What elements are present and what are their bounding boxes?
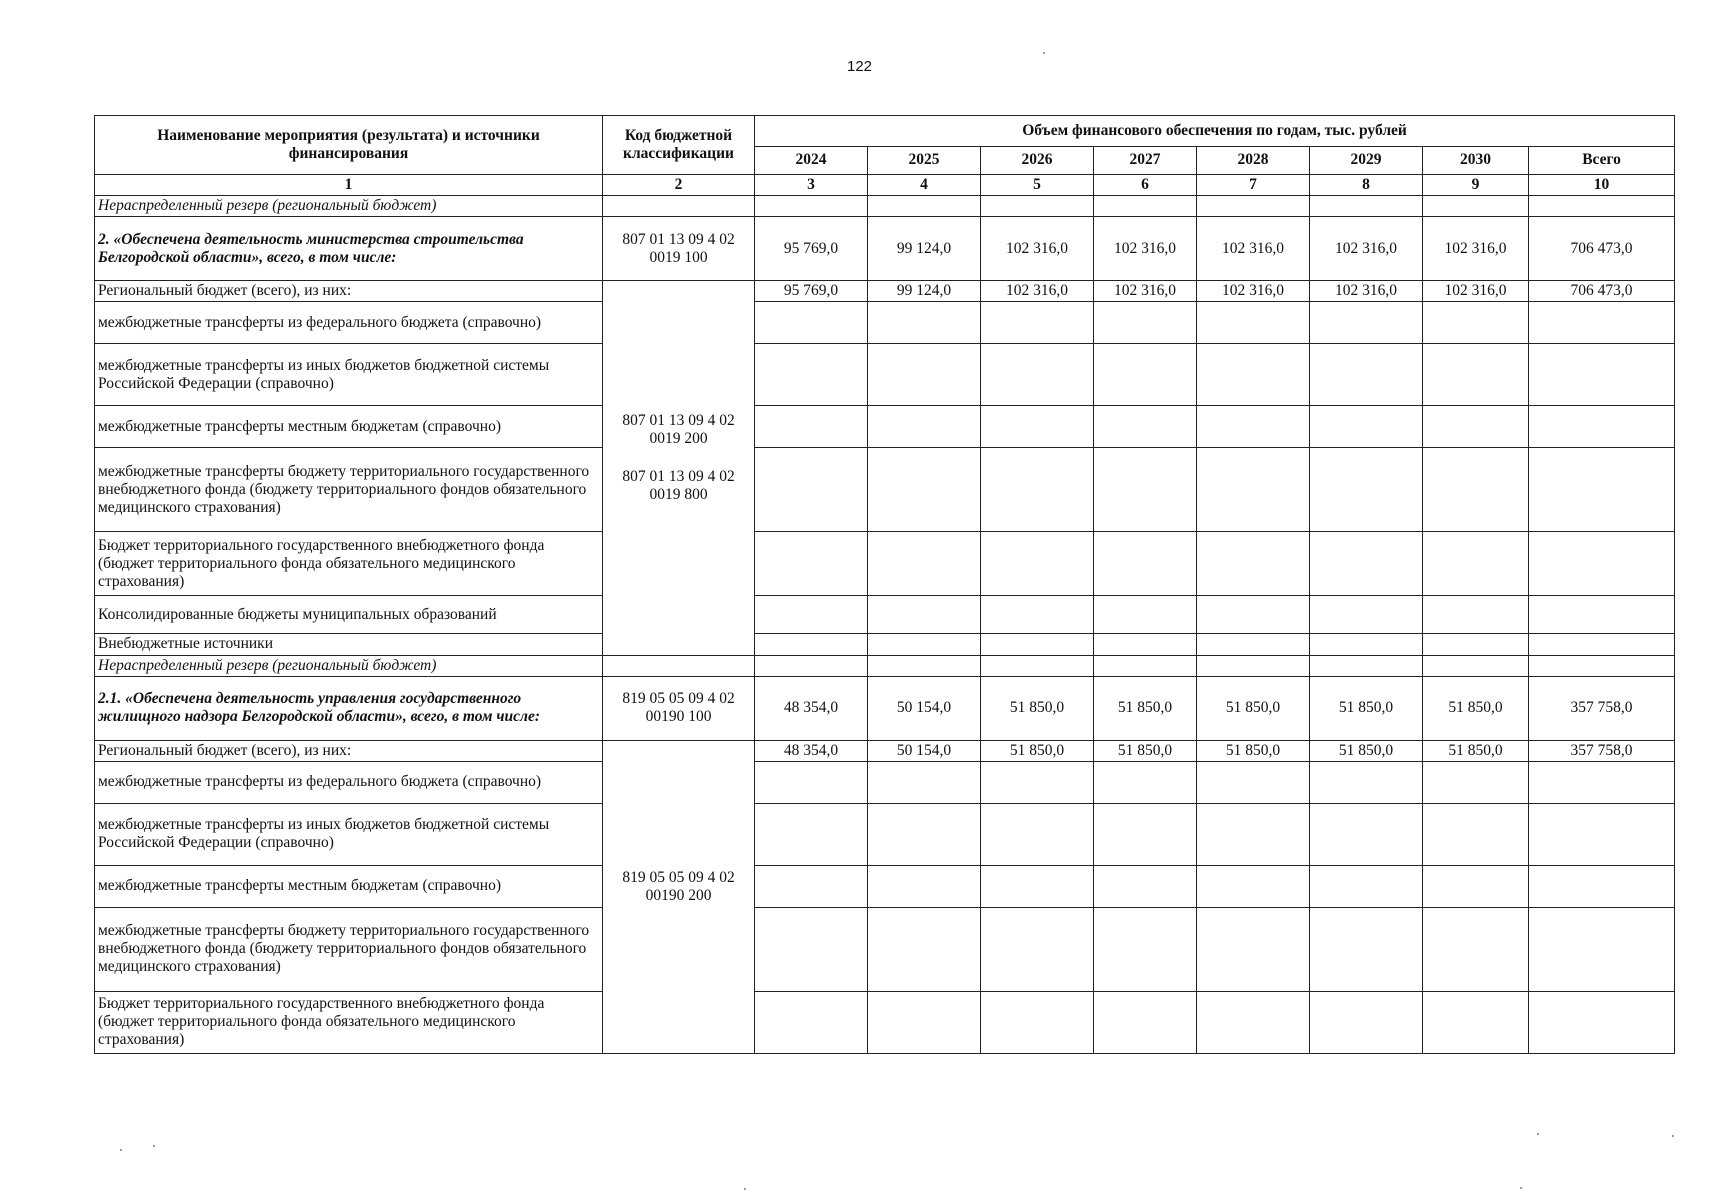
empty-cell	[755, 532, 868, 596]
column-number: 7	[1197, 175, 1310, 196]
total-cell: 706 473,0	[1529, 217, 1675, 281]
year-header: 2027	[1094, 147, 1197, 175]
total-header: Всего	[1529, 147, 1675, 175]
empty-cell	[981, 634, 1094, 655]
empty-cell	[868, 655, 981, 676]
regional-budget-row	[95, 281, 1675, 302]
column-number: 5	[981, 175, 1094, 196]
empty-cell	[755, 991, 868, 1053]
empty-cell	[1423, 596, 1529, 634]
empty-cell	[1529, 655, 1675, 676]
source-label: межбюджетные трансферты из иных бюджетов бюджетной системы Российской Федерации (справочно)	[95, 344, 603, 406]
regional-budget-label: Региональный бюджет (всего), из них:	[95, 740, 603, 761]
value-cell: 95 769,0	[755, 217, 868, 281]
empty-cell	[755, 907, 868, 991]
source-label: межбюджетные трансферты местным бюджетам (справочно)	[95, 865, 603, 907]
empty-cell	[1423, 532, 1529, 596]
empty-cell	[1197, 907, 1310, 991]
empty-cell	[1529, 761, 1675, 803]
total-cell: 357 758,0	[1529, 676, 1675, 740]
empty-cell	[868, 196, 981, 217]
source-label: межбюджетные трансферты местным бюджетам (справочно)	[95, 406, 603, 448]
empty-cell	[1423, 634, 1529, 655]
empty-cell	[1529, 907, 1675, 991]
year-header: 2026	[981, 147, 1094, 175]
value-cell: 102 316,0	[1094, 281, 1197, 302]
empty-cell	[868, 344, 981, 406]
budget-code-group	[603, 740, 755, 1053]
source-row	[95, 596, 1675, 634]
empty-cell	[981, 865, 1094, 907]
empty-cell	[868, 532, 981, 596]
empty-cell	[1094, 196, 1197, 217]
empty-cell	[1094, 634, 1197, 655]
value-cell: 102 316,0	[981, 281, 1094, 302]
empty-cell	[1529, 532, 1675, 596]
empty-cell	[981, 907, 1094, 991]
total-cell: 706 473,0	[1529, 281, 1675, 302]
value-cell: 102 316,0	[1423, 281, 1529, 302]
empty-cell	[1094, 448, 1197, 532]
empty-cell	[1094, 991, 1197, 1053]
empty-cell	[981, 406, 1094, 448]
year-header: 2030	[1423, 147, 1529, 175]
column-number: 1	[95, 175, 603, 196]
source-row	[95, 448, 1675, 532]
empty-cell	[1423, 448, 1529, 532]
source-label: Бюджет территориального государственного внебюджетного фонда (бюджет территориального фонда обязательного медицинского страхования)	[95, 532, 603, 596]
empty-cell	[603, 196, 755, 217]
value-cell: 51 850,0	[981, 676, 1094, 740]
empty-cell	[1310, 907, 1423, 991]
event-title: 2. «Обеспечена деятельность министерства строительства Белгородской области», всего, в том числе:	[95, 217, 603, 281]
year-header: 2024	[755, 147, 868, 175]
empty-cell	[1310, 803, 1423, 865]
empty-cell	[1529, 991, 1675, 1053]
empty-cell	[1197, 302, 1310, 344]
source-row	[95, 803, 1675, 865]
column-number: 4	[868, 175, 981, 196]
source-row	[95, 761, 1675, 803]
scan-speck	[120, 1149, 122, 1151]
header-volume-column: Объем финансового обеспечения по годам, тыс. рублей	[755, 116, 1675, 147]
empty-cell	[981, 302, 1094, 344]
empty-cell	[1529, 196, 1675, 217]
empty-cell	[1197, 196, 1310, 217]
empty-cell	[755, 448, 868, 532]
budget-code-group	[603, 281, 755, 655]
value-cell: 102 316,0	[1197, 281, 1310, 302]
column-number: 6	[1094, 175, 1197, 196]
empty-cell	[1423, 344, 1529, 406]
regional-budget-label: Региональный бюджет (всего), из них:	[95, 281, 603, 302]
budget-code: 819 05 05 09 4 02 00190 200	[622, 868, 735, 904]
empty-cell	[981, 596, 1094, 634]
budget-code: 807 01 13 09 4 02 0019 800	[622, 467, 735, 503]
empty-cell	[1310, 302, 1423, 344]
value-cell: 102 316,0	[1310, 281, 1423, 302]
empty-cell	[755, 196, 868, 217]
empty-cell	[1197, 344, 1310, 406]
value-cell: 51 850,0	[1310, 676, 1423, 740]
value-cell: 51 850,0	[1094, 676, 1197, 740]
empty-cell	[755, 596, 868, 634]
column-number: 3	[755, 175, 868, 196]
empty-cell	[1197, 803, 1310, 865]
source-row	[95, 532, 1675, 596]
header-name-column: Наименование мероприятия (результата) и источники финансирования	[95, 116, 603, 175]
empty-cell	[1423, 761, 1529, 803]
empty-cell	[1529, 803, 1675, 865]
source-row	[95, 634, 1675, 655]
empty-cell	[981, 761, 1094, 803]
empty-cell	[1310, 196, 1423, 217]
empty-cell	[1094, 803, 1197, 865]
empty-cell	[1197, 991, 1310, 1053]
empty-cell	[1529, 596, 1675, 634]
empty-cell	[868, 634, 981, 655]
empty-cell	[868, 865, 981, 907]
column-numbers-row	[95, 175, 1675, 196]
value-cell: 51 850,0	[981, 740, 1094, 761]
empty-cell	[1197, 761, 1310, 803]
empty-cell	[1094, 596, 1197, 634]
empty-cell	[1310, 596, 1423, 634]
source-row	[95, 865, 1675, 907]
scan-speck	[1043, 52, 1045, 54]
empty-cell	[1197, 634, 1310, 655]
empty-cell	[868, 302, 981, 344]
empty-cell	[868, 448, 981, 532]
empty-cell	[1197, 596, 1310, 634]
empty-cell	[603, 655, 755, 676]
year-header: 2025	[868, 147, 981, 175]
empty-cell	[868, 991, 981, 1053]
empty-cell	[1423, 196, 1529, 217]
page-number: 122	[846, 58, 873, 75]
empty-cell	[755, 344, 868, 406]
reserve-label: Нераспределенный резерв (региональный бюджет)	[95, 655, 603, 676]
empty-cell	[1197, 406, 1310, 448]
value-cell: 48 354,0	[755, 740, 868, 761]
empty-cell	[1529, 302, 1675, 344]
empty-cell	[1423, 803, 1529, 865]
reserve-row	[95, 655, 1675, 676]
empty-cell	[1529, 406, 1675, 448]
value-cell: 50 154,0	[868, 676, 981, 740]
empty-cell	[1094, 655, 1197, 676]
empty-cell	[1094, 344, 1197, 406]
source-row	[95, 344, 1675, 406]
empty-cell	[1310, 406, 1423, 448]
budget-code: 807 01 13 09 4 02 0019 100	[603, 217, 755, 281]
source-row	[95, 907, 1675, 991]
empty-cell	[981, 803, 1094, 865]
value-cell: 102 316,0	[1094, 217, 1197, 281]
empty-cell	[868, 596, 981, 634]
empty-cell	[755, 406, 868, 448]
empty-cell	[1423, 865, 1529, 907]
value-cell: 99 124,0	[868, 281, 981, 302]
empty-cell	[1310, 532, 1423, 596]
empty-cell	[1529, 448, 1675, 532]
empty-cell	[1094, 406, 1197, 448]
empty-cell	[1529, 634, 1675, 655]
source-label: Консолидированные бюджеты муниципальных образований	[95, 596, 603, 634]
column-number: 10	[1529, 175, 1675, 196]
value-cell: 50 154,0	[868, 740, 981, 761]
value-cell: 51 850,0	[1094, 740, 1197, 761]
value-cell: 102 316,0	[981, 217, 1094, 281]
source-row	[95, 302, 1675, 344]
event-title: 2.1. «Обеспечена деятельность управления государственного жилищного надзора Белгородской области», всего, в том числе:	[95, 676, 603, 740]
empty-cell	[1423, 991, 1529, 1053]
empty-cell	[981, 991, 1094, 1053]
empty-cell	[1197, 655, 1310, 676]
scan-speck	[153, 1145, 155, 1147]
empty-cell	[868, 907, 981, 991]
empty-cell	[981, 448, 1094, 532]
value-cell: 95 769,0	[755, 281, 868, 302]
empty-cell	[868, 803, 981, 865]
empty-cell	[1529, 344, 1675, 406]
empty-cell	[1310, 991, 1423, 1053]
empty-cell	[868, 406, 981, 448]
column-number: 8	[1310, 175, 1423, 196]
budget-code: 807 01 13 09 4 02 0019 200	[622, 411, 735, 447]
source-row	[95, 991, 1675, 1053]
empty-cell	[1094, 302, 1197, 344]
event-row	[95, 676, 1675, 740]
value-cell: 51 850,0	[1423, 676, 1529, 740]
value-cell: 99 124,0	[868, 217, 981, 281]
empty-cell	[1310, 448, 1423, 532]
empty-cell	[1423, 302, 1529, 344]
source-label: межбюджетные трансферты из федерального бюджета (справочно)	[95, 761, 603, 803]
empty-cell	[1094, 865, 1197, 907]
empty-cell	[1310, 655, 1423, 676]
empty-cell	[1197, 865, 1310, 907]
empty-cell	[868, 761, 981, 803]
empty-cell	[1094, 907, 1197, 991]
empty-cell	[1094, 532, 1197, 596]
year-header: 2028	[1197, 147, 1310, 175]
empty-cell	[1310, 634, 1423, 655]
source-label: Внебюджетные источники	[95, 634, 603, 655]
empty-cell	[755, 302, 868, 344]
empty-cell	[1423, 655, 1529, 676]
event-row	[95, 217, 1675, 281]
empty-cell	[755, 865, 868, 907]
source-label: межбюджетные трансферты бюджету территориального государственного внебюджетного фонда (бюджету территориального фондов обязательного медицинского страхования)	[95, 907, 603, 991]
regional-budget-row	[95, 740, 1675, 761]
empty-cell	[981, 196, 1094, 217]
value-cell: 51 850,0	[1423, 740, 1529, 761]
column-number: 2	[603, 175, 755, 196]
budget-code: 819 05 05 09 4 02 00190 100	[603, 676, 755, 740]
total-cell: 357 758,0	[1529, 740, 1675, 761]
empty-cell	[1310, 865, 1423, 907]
financing-table	[94, 115, 1675, 1054]
column-number: 9	[1423, 175, 1529, 196]
value-cell: 51 850,0	[1310, 740, 1423, 761]
empty-cell	[1423, 406, 1529, 448]
empty-cell	[1197, 532, 1310, 596]
source-label: межбюджетные трансферты из федерального бюджета (справочно)	[95, 302, 603, 344]
year-header: 2029	[1310, 147, 1423, 175]
empty-cell	[1310, 344, 1423, 406]
empty-cell	[755, 655, 868, 676]
reserve-row	[95, 196, 1675, 217]
source-label: межбюджетные трансферты бюджету территориального государственного внебюджетного фонда (бюджету территориального фондов обязательного медицинского страхования)	[95, 448, 603, 532]
source-row	[95, 406, 1675, 448]
empty-cell	[755, 634, 868, 655]
scan-speck	[1672, 1135, 1674, 1137]
value-cell: 51 850,0	[1197, 676, 1310, 740]
scan-speck	[744, 1188, 746, 1190]
reserve-label: Нераспределенный резерв (региональный бюджет)	[95, 196, 603, 217]
empty-cell	[755, 803, 868, 865]
source-label: Бюджет территориального государственного внебюджетного фонда (бюджет территориального фонда обязательного медицинского страхования)	[95, 991, 603, 1053]
empty-cell	[1423, 907, 1529, 991]
empty-cell	[1310, 761, 1423, 803]
value-cell: 102 316,0	[1197, 217, 1310, 281]
empty-cell	[981, 344, 1094, 406]
empty-cell	[1529, 865, 1675, 907]
empty-cell	[981, 532, 1094, 596]
header-code-column: Код бюджетной классификации	[603, 116, 755, 175]
scan-speck	[1520, 1187, 1522, 1189]
header-row-1	[95, 116, 1675, 147]
empty-cell	[1094, 761, 1197, 803]
value-cell: 102 316,0	[1310, 217, 1423, 281]
value-cell: 51 850,0	[1197, 740, 1310, 761]
source-label: межбюджетные трансферты из иных бюджетов бюджетной системы Российской Федерации (справочно)	[95, 803, 603, 865]
empty-cell	[1197, 448, 1310, 532]
value-cell: 48 354,0	[755, 676, 868, 740]
scan-speck	[1537, 1133, 1539, 1135]
empty-cell	[981, 655, 1094, 676]
value-cell: 102 316,0	[1423, 217, 1529, 281]
empty-cell	[755, 761, 868, 803]
